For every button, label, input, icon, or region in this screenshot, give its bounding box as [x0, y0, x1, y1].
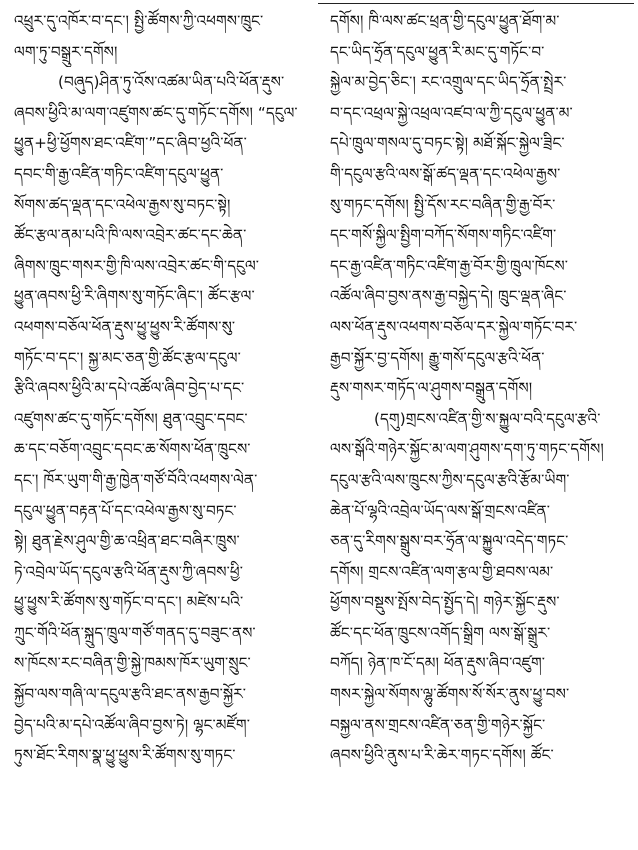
text-line: དབང་གི་རྒྱ་འཛིན་གཏིང་འཛིག་དངུལ་ཕྱུན་	[14, 164, 224, 183]
text-line: བྱེད་པའི་མ་དཔེ་འཚོལ་ཞིབ་བྱས་ཏེ། ལྷང་མཛོག་	[14, 715, 250, 734]
text-line: འཛུགས་ཚང་དུ་གཏོང་དགོས། ཐུན་འབྲུང་དབང་	[14, 409, 248, 428]
text-line: དངུལ་ཕྱུན་བརྟན་པོ་དང་འཕེལ་རྒྱས་སུ་བཏང་	[14, 501, 237, 520]
text-line: དང་། ཁོར་ཡུག་གི་རྒྱ་ཁྱེན་གཙོ་བོའི་འཕགས་ལེན་	[14, 470, 258, 489]
text-line: ཀྲུང་གོའི་ཕོན་སྐྲུད་ཁྲུལ་གཙོ་གནད་དུ་བཟུང་ནས་	[14, 623, 256, 642]
text-line: ཞབས་ཕྱིའི་མ་ལག་འཛུགས་ཚང་དུ་གཏོང་དགོས། “དངུལ་	[14, 103, 298, 122]
text-line: ལས་སྒོའི་གཉེར་སྐྱོང་མ་ལག་ཤུགས་དག་ཏུ་གཏང་དགོས།	[330, 440, 604, 459]
text-line: དགོས། གྲངས་འཛིན་ལག་རྩལ་གྱི་ཐབས་ལམ་	[330, 562, 554, 581]
text-line: དང་གསོ་སྐྱིལ་སྤྱིག་བཀོད་སོགས་གཏིང་འཛིག་	[330, 226, 557, 245]
text-line: དཔེ་ཁྲུལ་གསལ་དུ་བཏང་སྟེ། མཐོ་སྐོང་སྐྱེལ་ཟྲིང་	[330, 134, 565, 153]
text-line: སྐྱེལ་མ་བྱེད་ཅིང་། རང་འགྲུལ་དང་ཡིད་ཧྲོན་སྤྲེར་	[330, 73, 567, 92]
text-line: སྟེ། ཐུན་རྗེས་ཤུལ་གྱི་ཆ་འཕྲིན་ཐང་བཞིར་ཁྲུས་	[14, 532, 240, 551]
text-line: ཞབས་ཕྱིའི་ནུས་པ་རི་ཆེར་གཏང་དགོས། ཚོང་	[330, 746, 554, 765]
text-line: འཚོལ་ཞིབ་བྱས་ནས་རྒྱ་བསྐྱེད་དེ། ཁྲུང་ལྡན་ཞིང་	[330, 287, 567, 306]
text-line: རྒྱབ་སྐྱོར་བྱ་དགོས། རྒྱུ་གསོ་དངུལ་རྩའི་ཕོན་	[330, 348, 545, 367]
text-line: རྡུས་གསར་གཏོད་ལ་ཤུགས་བསྒྲུན་དགོས།	[330, 379, 533, 398]
text-line: སོགས་ཚད་ལྡན་དང་འཕེལ་རྒྱས་སུ་བཏང་སྟེ།	[14, 195, 231, 214]
text-line: སྐྱོབ་ལས་གཞི་ལ་དངུལ་རྩའི་ཐང་ནས་རྒྱབ་སྐྱོར་	[14, 685, 247, 704]
text-line: འཕྲུར་དུ་འཁོར་བ་དང་། སྤྱི་ཚོགས་ཀྱི་འཕགས་ཁྲུང་	[14, 12, 264, 30]
right-column	[330, 6, 628, 771]
left-column	[14, 6, 312, 771]
text-line: བཀོད། ཉེན་ཁ་ངོ་དམ། ཕོན་རྡུས་ཞིབ་འཛུག་	[330, 654, 546, 673]
text-line: ཕྱུན+ཕྱི་ཕྱོགས་ཐང་འཛིག་”དང་ཞིབ་ཕྱའི་ཕོན་	[14, 134, 247, 153]
text-line: བ་དང་འཕྲལ་སྐྱེ་འཕྲལ་འཛབ་ལ་ཀྱི་དངུལ་ཕྱུན་མ་	[330, 103, 573, 122]
text-line: དགོས། ཁི་ལས་ཚང་ཕྲན་གྱི་དངུལ་ཕྱུན་ཐོག་མ་	[330, 12, 560, 30]
text-line: རྩིའི་ཞབས་ཕྱིའི་མ་དཔེ་འཚོལ་ཞིབ་བྱེད་པ་དང་	[14, 379, 245, 398]
text-line: ཕྱུ་ཕྱུས་རི་ཚོགས་སུ་གཏོང་བ་དང་། མཛེས་པའི་	[14, 593, 244, 612]
text-line: ཆ་དང་བཅོག་འབྲུང་དབང་ཆ་སོགས་ཕོན་ཁྲུངས་	[14, 440, 251, 459]
text-line: ཞིགས་ཁྲུང་གསར་གྱི་ཁི་ལས་འབྲེར་ཚང་གི་དངུལ་	[14, 256, 260, 275]
text-line: ཕྱོགས་བསྡུས་སྤོས་བེད་སྤྱོད་དེ། གཉེར་སྐྱོང་རྡུས་	[330, 593, 560, 612]
text-line: ལག་ཏུ་བསྒྲུར་དགོས།	[14, 42, 118, 61]
text-line: (བཞུད)ཤིན་ཏུ་འོས་འཚམ་ཡིན་པའི་ཕོན་རྡུས་	[58, 73, 285, 92]
text-line: དང་ཡིད་ཧྲོན་དངུལ་ཕྱུན་རི་མང་དུ་གཏོང་བ་	[330, 42, 545, 61]
text-line: ཏུས་ཐོང་རིགས་སྣ་ཕྱུ་ཕྱུས་རི་ཚོགས་སུ་གཏང་	[14, 746, 236, 765]
text-line: བསྐྱལ་ནས་གྲངས་འཛིན་ཅན་གྱི་གཉེར་སྐྱོང་	[330, 715, 546, 734]
text-line: ས་ཁོངས་རང་བཞིན་གྱི་སྐྱེ་ཁམས་ཁོར་ཡུག་སྲུང་	[14, 654, 251, 673]
text-line: ཏེ་འབྲེལ་ཡོད་དངུལ་རྩའི་ཕོན་རྡུས་ཀྱི་ཞབས་ཕྱི་	[14, 562, 244, 581]
text-line: ཅན་དུ་རིགས་སྒྲུས་བར་ཧྲོན་ལ་སྐྱུལ་འདེད་གཏང་	[330, 532, 569, 551]
text-line: ལས་ཕོན་རྡུས་འཕགས་བཅོལ་དར་སྐྱེལ་གཏོང་བར་	[330, 317, 578, 336]
text-line: གཏོང་བ་དང་། སྐྱ་མང་ཅན་གྱི་ཚོང་རྩལ་དངུལ་	[14, 348, 241, 367]
text-line: གི་དངུལ་རྩའི་ལས་སྒོ་ཚད་ལྡན་དང་འཕེལ་རྒྱས་	[330, 164, 561, 183]
text-line: ཕྱུན་ཞབས་ཕྱི་རི་ཞིགས་སུ་གཏོང་ཞིང་། ཚོང་རྩལ་	[14, 287, 255, 306]
text-line: འཕགས་བཅོལ་ཕོན་རྡུས་ཕྱུ་ཕྱུས་རི་ཚོགས་སུ་	[14, 317, 236, 336]
header-rule	[318, 3, 634, 4]
text-line: ཆེན་པོ་ལྷའི་འབྲེལ་ཡོད་ལས་སྒོ་གྲངས་འཛིན་	[330, 501, 551, 520]
text-line: གསར་སྐྱེལ་སོགས་ལྷུ་ཚོགས་སོ་སོར་ནུས་ཕྱུ་བས་	[330, 685, 570, 704]
text-line: སུ་གཏང་དགོས། སྤྱི་དོས་རང་བཞིན་གྱི་རྒྱ་བོར་	[330, 195, 556, 214]
text-line: དང་རྒྱ་འཛིན་གཏིང་འཛིག་རྒྱ་བོར་གྱི་ཁྲུལ་ཁོངས་	[330, 256, 569, 275]
text-line: ཚོང་རྩལ་ནམ་པའི་ཁི་ལས་འབྲེར་ཚང་དང་ཆེན་	[14, 226, 247, 245]
text-line: (དགུ)གྲངས་འཛིན་གྱི་ས་སྐྱུལ་བའི་དངུལ་རྩའི་	[374, 409, 601, 428]
text-line: ཚོང་དང་ཕོན་ཁྲུངས་འགོད་སྒྲིག ལས་སྒོ་སྒྲུར་	[330, 623, 551, 642]
text-line: དངུལ་རྩའི་ལས་ཁྲུངས་ཀྱིས་དངུལ་རྩའི་རྩོམ་ཡིག་	[330, 470, 570, 489]
